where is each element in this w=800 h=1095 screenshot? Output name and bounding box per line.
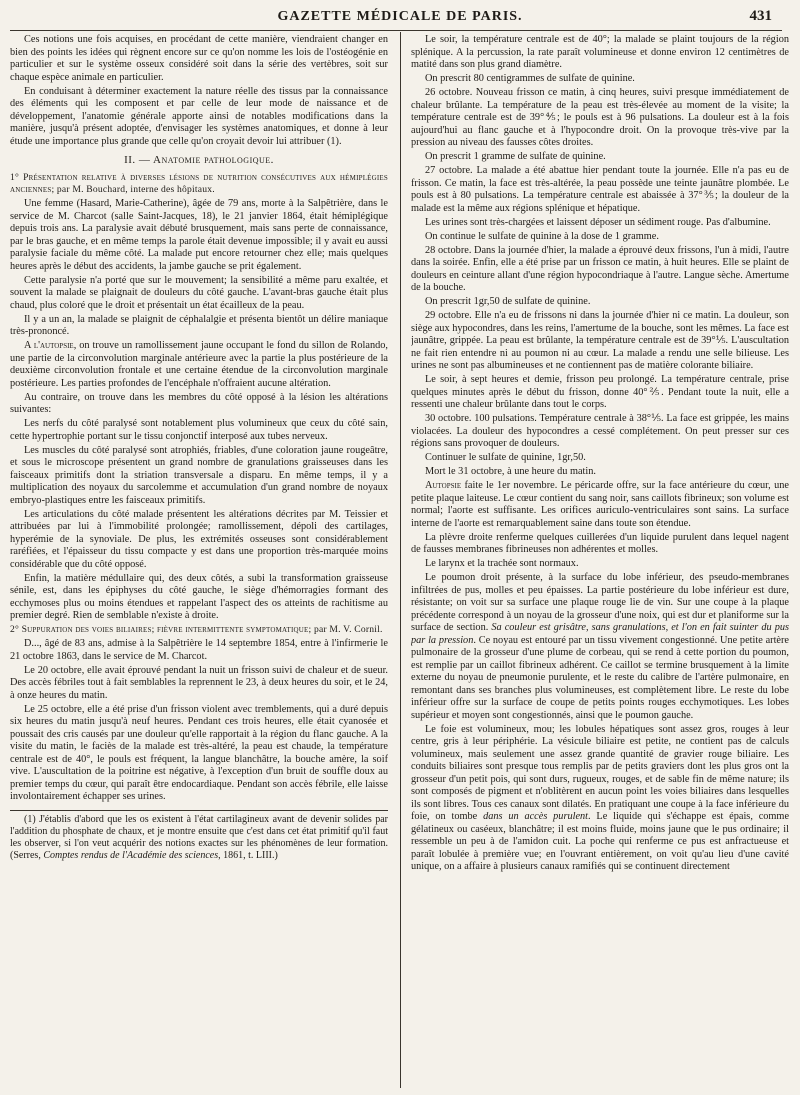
autopsy-label: A l'autopsie — [24, 340, 74, 351]
paragraph: En conduisant à déterminer exactement la nature réelle des tissus par la connaissance des éléments qui les composent et par celle de leur mode de naissance et de développement, l'anatomie générale apporte ainsi de notables modifications dans la manière, jusqu'à présent adoptée, d'envisager les systèmes anatomiques, et donne à leur étude une importance plus grande que celle qu'on croyait devoir lui attribuer (1). — [10, 85, 388, 147]
paragraph: Continuer le sulfate de quinine, 1gr,50. — [425, 452, 586, 463]
paragraph: On prescrit 80 centigrammes de sulfate de quinine. — [425, 73, 635, 84]
paragraph: 27 octobre. La malade a été abattue hier pendant toute la journée. Elle n'a pas eu de frisson. Ce matin, la face est très-altérée, la peau possède une teinte jaunâtre plombée. Le pouls est à 80 pulsations. La température centrale est abaissée à 37°⅗; la douleur de la malade est la même aux régions splénique et hépatique. — [411, 165, 789, 214]
subsection-heading — [10, 172, 388, 197]
right-column — [411, 34, 789, 1086]
paragraph: Au contraire, on trouve dans les membres du côté opposé à la lésion les altérations suivantes: — [10, 391, 388, 415]
column-divider — [400, 32, 401, 1088]
subsection-author: ; par M. Bouchard, interne des hôpitaux. — [51, 184, 215, 195]
footnote — [10, 810, 388, 862]
section-title: II. — Anatomie pathologique. — [124, 154, 274, 166]
paragraph: Il y a un an, la malade se plaignit de céphalalgie et présenta bientôt un délire maniaque très-prononcé. — [10, 313, 388, 337]
paragraph: Le soir, la température centrale est de 40°; la malade se plaint toujours de la région splénique. A la percussion, la rate paraît volumineuse et donne environ 12 centimètres de matité dans son plus grand diamètre. — [411, 34, 789, 70]
paragraph — [411, 480, 789, 530]
subsection-title: 2° Suppuration des voies biliaires; fièvre intermittente symptomatique — [10, 624, 309, 635]
italic-text: dans un accès purulent — [483, 811, 589, 822]
paragraph: Les muscles du côté paralysé sont atrophiés, friables, d'une coloration jaune rougeâtre, et sous le microscope présentent un grand nombre de granulations graisseuses dans les faisceaux primitifs dont la striation transversale a disparu. En même temps, il y a multiplication des noyaux du sarcolemme et accumulation d'un grand nombre de noyaux embryo-plastiques entre les faisceaux primitifs. — [10, 444, 388, 506]
paragraph: 30 octobre. 100 pulsations. Température centrale à 38°⅕. La face est grippée, les mains violacées. La douleur des hypocondres a cessé complétement. On peut presser sur ces régions sans provoquer de douleurs. — [411, 413, 789, 449]
paragraph-text: , on trouve un ramollissement jaune occupant le fond du sillon de Rolando, une partie de la circonvolution marginale antérieure avec la partie la plus postérieure de la deuxième circonvolution frontale et une certaine étendue de la circonvolution marginale postérieure. Les parties profondes de l'encéphale n'offraient aucune altération. — [10, 340, 388, 389]
paragraph — [411, 724, 789, 874]
paragraph: Ces notions une fois acquises, en procédant de cette manière, viendraient changer en bien des points les idées qui règnent encore sur ce qu'on nomme les lois de l'ostéogénie en particulier et sur le système osseux considéré soit dans la série des vertèbres, soit sur chaque espèce animale en particulier. — [10, 34, 388, 83]
paragraph: Mort le 31 octobre, à une heure du matin. — [425, 466, 596, 477]
paragraph: Les nerfs du côté paralysé sont notablement plus volumineux que ceux du côté sain, cette hypertrophie portant sur le tissu conjonctif interposé aux tubes nerveux. — [10, 418, 388, 442]
left-column — [10, 34, 388, 1086]
paragraph: Le 25 octobre, elle a été prise d'un frisson violent avec tremblements, qui a duré depuis six heures du matin jusqu'à neuf heures. Pendant ces trois heures, elle était cyanosée et poussait des cris causés par une douleur qu'elle rapportait à la région du flanc gauche. A la visite du matin, le faciès de la malade est très-altéré, la peau est chaude, la température centrale est de 40°, le pouls est fréquent, la langue blanchâtre, la bouche amère, la soif vive. L'auscultation de la poitrine est négative, à l'exception d'un bruit de souffle doux au premier temps du cœur, qui paraît être endocardiaque. Pendant son accès fébrile, elle laisse involontairement échapper ses urines. — [10, 703, 388, 802]
journal-title: GAZETTE MÉDICALE DE PARIS. — [277, 9, 523, 24]
paragraph: Les articulations du côté malade présentent les altérations décrites par M. Teissier et attribuées par lui à l'immobilité prolongée; ramollissement, dépoli des cartilages, hyperémie de la synoviale. De plus, les extrémités osseuses sont considérablement raréfiées, et l'épaisseur du tissu compacte y est dans une proportion très-marquée moins considérable que du côté opposé. — [10, 508, 388, 570]
header-rule — [10, 30, 782, 31]
paragraph: Le larynx et la trachée sont normaux. — [425, 558, 579, 569]
subsection-heading — [10, 624, 388, 637]
paragraph: On continue le sulfate de quinine à la dose de 1 gramme. — [425, 230, 659, 242]
paragraph-text: . Le liquide qui s'échappe est épais, comme gélatineux ou caséeux, blanchâtre; il est moins fluide, moins jaune que le pus ordinaire; il ressemble un peu à de l'amidon cuit. La poche qui renferme ce pus est anfractueuse et paraît lobulée à première vue; en l'ouvrant entièrement, on voit qu'au lieu d'une cavité unique, on a affaire à plusieurs canaux ramifiés qui se continuent directement — [411, 811, 789, 872]
paragraph: On prescrit 1 gramme de sulfate de quinine. — [425, 151, 606, 162]
paragraph: Cette paralysie n'a porté que sur le mouvement; la sensibilité a même paru exaltée, et souvent la malade se plaignait de douleurs du côté gauche. L'avant-bras gauche était plus chaud, plus coloré que le droit et présentait un état écailleux de la peau. — [10, 274, 388, 311]
paragraph-text: Le foie est volumineux, mou; les lobules hépatiques sont assez gros, rouges à leur centre, gris à leur périphérie. La vésicule biliaire est petite, ne contient pas de calculs volumineux, mais seulement une assez grande quantité de gravier rouge biliaire. Les conduits biliaires sont presque tous remplis par de petits graviers dont les plus gros ont la grosseur d'un petit pois, qui sont durs, rugueux, rouges, et de sable fin de même nature; ils sont composés de pigment et n'oblitèrent en aucun point les voies biliaires dans lesquelles ils sont libres. Tous ces canaux sont dilatés. En pratiquant une coupe à la face inférieure du foie, on tombe — [411, 723, 789, 822]
paragraph-text: . Ce noyau est entouré par un tissu vivement congestionné. Une petite artère pulmonaire de la grosseur d'une plume de corbeau, qui se rend à cette portion du poumon, est remplie par un caillot fibrineux adhérent. Ce caillot se termine brusquement à la limite externe du noyau de pneumonie purulente, et le reste du calibre de l'artère pulmonaire, en remontant dans ses branches plus volumineuses, est complètement libre. Le reste du lobe inférieur offre sur la surface de coupe de petits points rouges ecchymotiques. Les lobes supérieur et moyen sont congestionnés, ainsi que le poumon gauche. — [411, 634, 789, 721]
autopsy-label: Autopsie — [425, 480, 462, 491]
paragraph: Le soir, à sept heures et demie, frisson peu prolongé. La température centrale, prise quelques minutes après le début du frisson, donne 40°⅖. Pendant toute la nuit, elle a ressenti une chaleur brûlante dans tout le corps. — [411, 374, 789, 410]
paragraph: Enfin, la matière médullaire qui, des deux côtés, a subi la transformation graisseuse sénile, est, dans les épiphyses du côté gauche, le siège d'hémorragies formant des ecchymoses plus ou moins étendues et rappelant l'aspect des os atteints de rachitisme au premier degré. Rien de semblable n'existe à droite. — [10, 572, 388, 621]
italic-text: Sa couleur est grisâtre, sans granulations, et l'on en fait suinter du pus par la pression — [411, 622, 789, 646]
paragraph: On prescrit 1gr,50 de sulfate de quinine. — [425, 296, 591, 307]
paragraph: 28 octobre. Dans la journée d'hier, la malade a éprouvé deux frissons, l'un à midi, l'autre dans la soirée. Enfin, elle a été prise par un frisson ce matin, à huit heures. Elle se plaint de douleurs en ceinture allant d'une région hypocondriaque à l'autre. Langue sèche. Amertume de la bouche. — [411, 244, 789, 293]
paragraph — [10, 340, 388, 390]
footnote-part: (1) J'établis d'abord que les os existent à l'état cartilagineux avant de devenir solides par l'addition du phosphate de chaux, et je montre ensuite que c'est dans cet état primitif qu'il faut les observer, si l'on veut acquérir des notions exactes sur les phénomènes de leur formation. (Serres, — [10, 813, 388, 861]
page-number: 431 — [749, 8, 772, 24]
page-header — [0, 0, 800, 30]
paragraph-text: Le poumon droit présente, à la surface du lobe inférieur, des pseudo-membranes infiltrées de pus, molles et peu épaisses. La partie postérieure du lobe inférieur est dure, résistante; on voit sur sa surface une plaque rouge lie de vin. Sur une coupe à la plaque précédente correspond à un noyau de la grosseur d'une noix, qui est dur et planiforme sur la surface de section. — [411, 572, 789, 633]
subsection-author: ; par M. V. Cornil. — [308, 624, 383, 635]
subsection-title: 1° Présentation relative à diverses lésions de nutrition consécutives aux hémiplégies anciennes — [10, 171, 388, 195]
paragraph: Une femme (Hasard, Marie-Catherine), âgée de 79 ans, morte à la Salpêtrière, dans le service de M. Charcot (salle Saint-Jacques, 18), le 21 janvier 1864, était hémiplégique depuis trois ans. La paralysie avait débuté brusquement, mais sans perte de connaissance, par le bras gauche, et en même temps la parole était devenue impossible; il y avait eu aussi paralysie faciale du même côté. La malade put encore retourner chez elle; mais quelques heures après le début des accidents, la jambe gauche se prit également. — [10, 198, 388, 272]
paragraph: Le 20 octobre, elle avait éprouvé pendant la nuit un frisson suivi de chaleur et de sueur. Des accès fébriles tout à fait semblables la reprennent le 23, à deux heures du soir, et le 24, à onze heures du matin. — [10, 664, 388, 701]
paragraph: D..., âgé de 83 ans, admise à la Salpêtrière le 14 septembre 1854, entre à l'infirmerie le 21 octobre 1863, dans le service de M. Charcot. — [10, 638, 388, 662]
paragraph — [411, 572, 789, 722]
paragraph: Les urines sont très-chargées et laissent déposer un sédiment rouge. Pas d'albumine. — [425, 216, 771, 228]
footnote-text — [10, 814, 388, 862]
paragraph: 26 octobre. Nouveau frisson ce matin, à cinq heures, suivi presque immédiatement de chaleur brûlante. La température de la peau est très-élevée au moment de la visite; la température centrale est de 39°⅘; le pouls est à 96 pulsations. La douleur est à la fois aujourd'hui au flanc gauche et à l'hypocondre droit. On la provoque très-vive par la pression au niveau des fausses côtes droites. — [411, 87, 789, 148]
paragraph: 29 octobre. Elle n'a eu de frissons ni dans la journée d'hier ni ce matin. La douleur, son siège aux hypocondres, dans les reins, l'amertume de la bouche, sont les mêmes. La face est jaunâtre, grippée. La peau est brûlante, la température centrale est de 39°⅕. L'auscultation ne fait rien entendre ni au poumon ni au cœur. La malade a rendu une selle bilieuse. Les urines ne sont pas albumineuses et ne contiennent pas de matière colorante biliaire. — [411, 310, 789, 371]
footnote-part: , 1861, t. LIII.) — [218, 849, 278, 861]
paragraph-text: faite le 1er novembre. Le péricarde offre, sur la face antérieure du cœur, une petite plaque laiteuse. Le cœur contient du sang noir, sans caillots fibrineux; son volume est normal; l'aorte est suffisante. Les orifices auriculo-ventriculaires sont sains. La surface interne de l'aorte est remarquablement saine dans toute son étendue. — [411, 480, 789, 529]
footnote-citation: Comptes rendus de l'Académie des sciences — [43, 849, 219, 861]
paragraph: La plèvre droite renferme quelques cuillerées d'un liquide purulent dans lequel nagent de fausses membranes fibrineuses non adhérentes et molles. — [411, 531, 789, 555]
